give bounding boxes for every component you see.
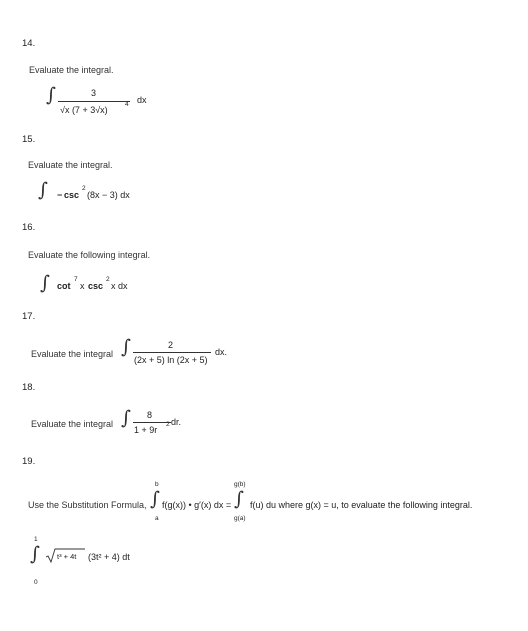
integral-sign-icon: ∫ (121, 407, 131, 429)
integral-sign-icon: ∫ (30, 543, 40, 565)
problem-14-number: 14. (22, 38, 36, 49)
problem-15-exponent: 2 (82, 185, 86, 192)
upper-limit-b: b (155, 481, 159, 488)
lower-limit-a: a (155, 515, 159, 522)
problem-15-prompt: Evaluate the integral. (28, 160, 113, 170)
problem-16-prompt: Evaluate the following integral. (28, 250, 151, 260)
problem-18-numerator: 8 (147, 410, 153, 420)
problem-15-neg: − (57, 190, 63, 200)
problem-19-radicand: t³ + 4t (57, 552, 77, 561)
problem-16-csc: csc (88, 281, 104, 291)
problem-16-cot: cot (57, 281, 71, 291)
lower-limit-0: 0 (34, 579, 38, 586)
problem-14-numerator: 3 (91, 88, 97, 98)
problem-17-tail: dx. (215, 347, 228, 357)
problem-17-numerator: 2 (168, 340, 174, 350)
integral-sign-icon: ∫ (150, 488, 160, 510)
problem-15-argument: (8x − 3) dx (87, 190, 130, 200)
problem-18-exponent: 2 (166, 421, 170, 428)
problem-16-cot-exponent: 7 (74, 276, 78, 283)
problem-14-exponent: 4 (125, 101, 129, 108)
problem-19-prompt: Use the Substitution Formula, (28, 500, 147, 510)
integral-sign-icon: ∫ (46, 84, 56, 106)
problem-17-denominator: (2x + 5) ln (2x + 5) (134, 355, 208, 365)
integral-sign-icon: ∫ (234, 488, 244, 510)
problem-17-prompt: Evaluate the integral (31, 349, 114, 359)
problem-19-rhs: f(u) du where g(x) = u, to evaluate the following integral. (250, 500, 473, 510)
integral-sign-icon: ∫ (40, 272, 50, 294)
problem-18-tail: dr. (171, 417, 182, 427)
problem-15-csc: csc (64, 190, 80, 200)
problem-18-denominator: 1 + 9r (134, 425, 158, 435)
fraction-bar (133, 352, 211, 353)
problem-18-prompt: Evaluate the integral (31, 419, 114, 429)
integral-sign-icon: ∫ (121, 336, 131, 358)
lower-limit-ga: g(a) (234, 515, 246, 522)
problem-14-denominator: √x (7 + 3√x) (60, 105, 108, 115)
problem-14-dx: dx (137, 95, 147, 105)
problem-18-number: 18. (22, 382, 36, 393)
integral-sign-icon: ∫ (38, 179, 48, 201)
upper-limit-gb: g(b) (234, 481, 246, 488)
problem-16-tail: x dx (111, 281, 128, 291)
problem-19-lhs: f(g(x)) • g′(x) dx = (162, 500, 232, 510)
problem-16-csc-exponent: 2 (106, 276, 110, 283)
problem-19-number: 19. (22, 456, 36, 467)
problem-14-prompt: Evaluate the integral. (29, 65, 114, 75)
upper-limit-1: 1 (34, 536, 38, 543)
problem-16-number: 16. (22, 222, 36, 233)
fraction-bar (58, 101, 130, 102)
problem-17-number: 17. (22, 311, 36, 322)
problem-16-x: x (80, 281, 85, 291)
problem-15-number: 15. (22, 134, 36, 145)
problem-19-integrand: (3t² + 4) dt (88, 552, 130, 562)
